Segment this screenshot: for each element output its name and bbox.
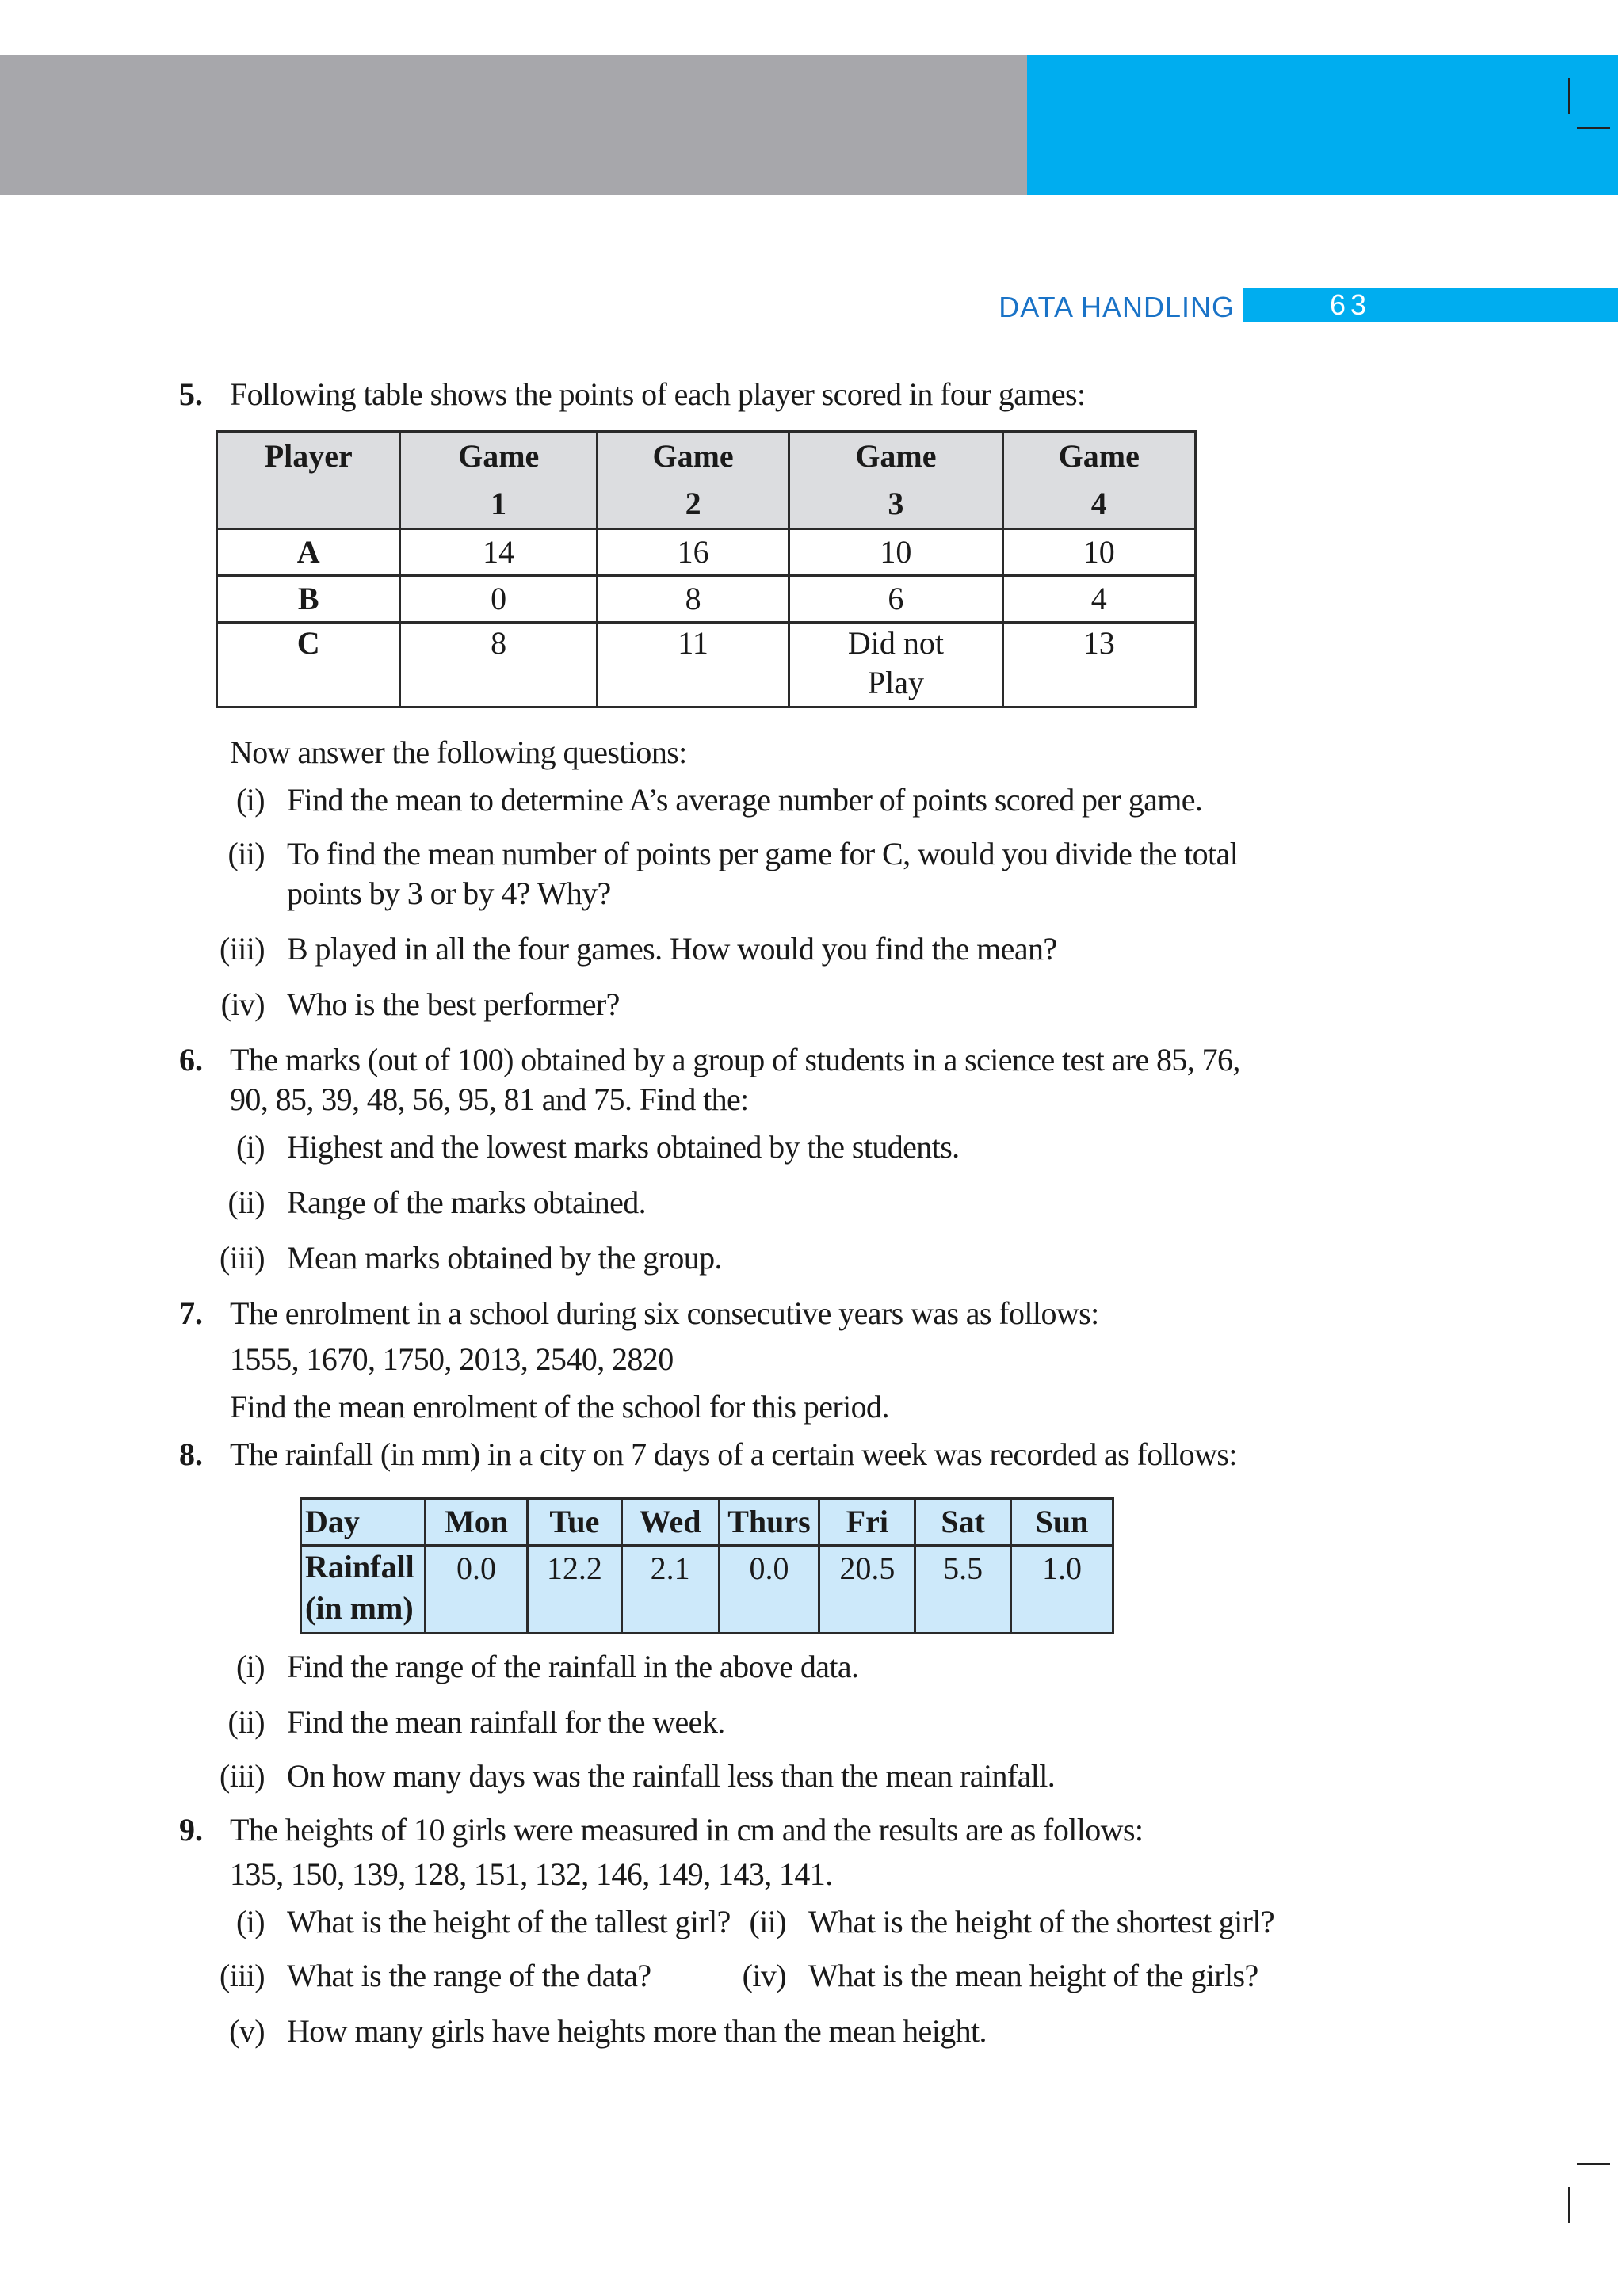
part-text: What is the height of the tallest girl?: [287, 1904, 731, 1939]
height-values: 135, 150, 139, 128, 151, 132, 146, 149, 143, 141.: [230, 1856, 833, 1892]
question-number: 6.: [179, 1042, 203, 1077]
crop-mark-bottom: [1568, 2187, 1570, 2223]
part-text: How many girls have heights more than the mean height.: [287, 2013, 987, 2049]
table-cell: 8: [597, 576, 789, 623]
table-cell: 8: [400, 623, 597, 707]
part-text: Range of the marks obtained.: [287, 1184, 647, 1220]
part-label: (ii): [227, 1704, 265, 1740]
table-header-cell: Game 3: [789, 432, 1002, 529]
running-title: DATA HANDLING: [999, 291, 1235, 323]
part-label: (ii): [749, 1904, 786, 1939]
table-header-cell: Mon: [426, 1499, 528, 1546]
table-cell: 10: [789, 529, 1002, 576]
table-header-cell: Tue: [527, 1499, 621, 1546]
part-text: Find the mean rainfall for the week.: [287, 1704, 725, 1740]
table-cell: 14: [400, 529, 597, 576]
table-row-header: Rainfall (in mm): [301, 1546, 426, 1634]
table-header-cell: Game 2: [597, 432, 789, 529]
table-header-row: [217, 432, 1196, 529]
table-cell: 5.5: [915, 1546, 1011, 1634]
table-cell: 0.0: [719, 1546, 819, 1634]
table-cell: 0.0: [426, 1546, 528, 1634]
table-cell: 2.1: [621, 1546, 719, 1634]
part-label: (v): [229, 2013, 265, 2049]
crop-mark-top: [1568, 78, 1570, 114]
part-text: B played in all the four games. How would you find the mean?: [287, 931, 1057, 967]
part-text: Mean marks obtained by the group.: [287, 1240, 722, 1276]
part-text: What is the range of the data?: [287, 1958, 651, 1993]
part-label: (ii): [227, 1184, 265, 1220]
part-text: What is the mean height of the girls?: [808, 1958, 1258, 1993]
part-text: Find the mean to determine A’s average number of points scored per game.: [287, 782, 1203, 818]
table-row: [217, 576, 1196, 623]
table-cell: 4: [1002, 576, 1195, 623]
question-number: 9.: [179, 1812, 203, 1848]
part-text: points by 3 or by 4? Why?: [287, 875, 611, 911]
part-text: Find the range of the rainfall in the above data.: [287, 1649, 859, 1684]
table-header-cell: Thurs: [719, 1499, 819, 1546]
header-banner-blue: [1027, 55, 1618, 195]
table-cell: 10: [1002, 529, 1195, 576]
table-cell: 1.0: [1011, 1546, 1113, 1634]
table-cell: 6: [789, 576, 1002, 623]
part-text: Highest and the lowest marks obtained by the students.: [287, 1129, 960, 1165]
part-label: (iv): [742, 1958, 786, 1993]
part-label: (i): [236, 1649, 265, 1684]
table-cell: 12.2: [527, 1546, 621, 1634]
table-cell: 11: [597, 623, 789, 707]
table-header-cell: Day: [301, 1499, 426, 1546]
table-cell: B: [217, 576, 400, 623]
part-label: (iii): [220, 1758, 265, 1794]
table-row: [217, 529, 1196, 576]
part-text: Who is the best performer?: [287, 986, 620, 1022]
table-cell: C: [217, 623, 400, 707]
table-cell: A: [217, 529, 400, 576]
table-cell: 13: [1002, 623, 1195, 707]
table-row: [217, 623, 1196, 707]
part-label: (ii): [227, 836, 265, 871]
header-banner-gray: [0, 55, 1027, 195]
part-label: (i): [236, 1129, 265, 1165]
table-cell: 16: [597, 529, 789, 576]
question-number: 8.: [179, 1436, 203, 1472]
crop-mark-top: [1577, 127, 1610, 129]
player-points-table: [216, 430, 1197, 708]
table-row: [301, 1546, 1113, 1634]
question-text: Following table shows the points of each player scored in four games:: [230, 376, 1086, 412]
enrolment-values: 1555, 1670, 1750, 2013, 2540, 2820: [230, 1341, 674, 1377]
page-number-bar: [1243, 288, 1618, 322]
table-header-cell: Player: [217, 432, 400, 529]
table-cell: Did not Play: [789, 623, 1002, 707]
table-header-cell: Sun: [1011, 1499, 1113, 1546]
question-text: Find the mean enrolment of the school for this period.: [230, 1389, 889, 1425]
table-cell: 20.5: [819, 1546, 915, 1634]
table-header-cell: Wed: [621, 1499, 719, 1546]
part-label: (iii): [220, 931, 265, 967]
question-text: The enrolment in a school during six consecutive years was as follows:: [230, 1295, 1099, 1331]
table-header-cell: Game 4: [1002, 432, 1195, 529]
question-text: The marks (out of 100) obtained by a group of students in a science test are 85, 76,: [230, 1042, 1240, 1077]
page-number: 63: [1330, 288, 1372, 321]
table-header-cell: Game 1: [400, 432, 597, 529]
part-text: What is the height of the shortest girl?: [808, 1904, 1275, 1939]
table-header-cell: Sat: [915, 1499, 1011, 1546]
question-number: 5.: [179, 376, 203, 412]
question-text: The heights of 10 girls were measured in cm and the results are as follows:: [230, 1812, 1144, 1848]
part-label: (iii): [220, 1958, 265, 1993]
table-header-cell: Fri: [819, 1499, 915, 1546]
question-text: 90, 85, 39, 48, 56, 95, 81 and 75. Find the:: [230, 1081, 749, 1117]
part-text: On how many days was the rainfall less than the mean rainfall.: [287, 1758, 1056, 1794]
part-label: (iii): [220, 1240, 265, 1276]
crop-mark-bottom: [1577, 2163, 1610, 2165]
question-text: The rainfall (in mm) in a city on 7 days of a certain week was recorded as follows:: [230, 1436, 1237, 1472]
table-cell: 0: [400, 576, 597, 623]
part-label: (i): [236, 1904, 265, 1939]
part-label: (iv): [220, 986, 265, 1022]
rainfall-table: [300, 1497, 1114, 1634]
table-header-row: [301, 1499, 1113, 1546]
instruction-text: Now answer the following questions:: [230, 734, 687, 770]
question-number: 7.: [179, 1295, 203, 1331]
part-text: To find the mean number of points per game for C, would you divide the total: [287, 836, 1239, 871]
part-label: (i): [236, 782, 265, 818]
